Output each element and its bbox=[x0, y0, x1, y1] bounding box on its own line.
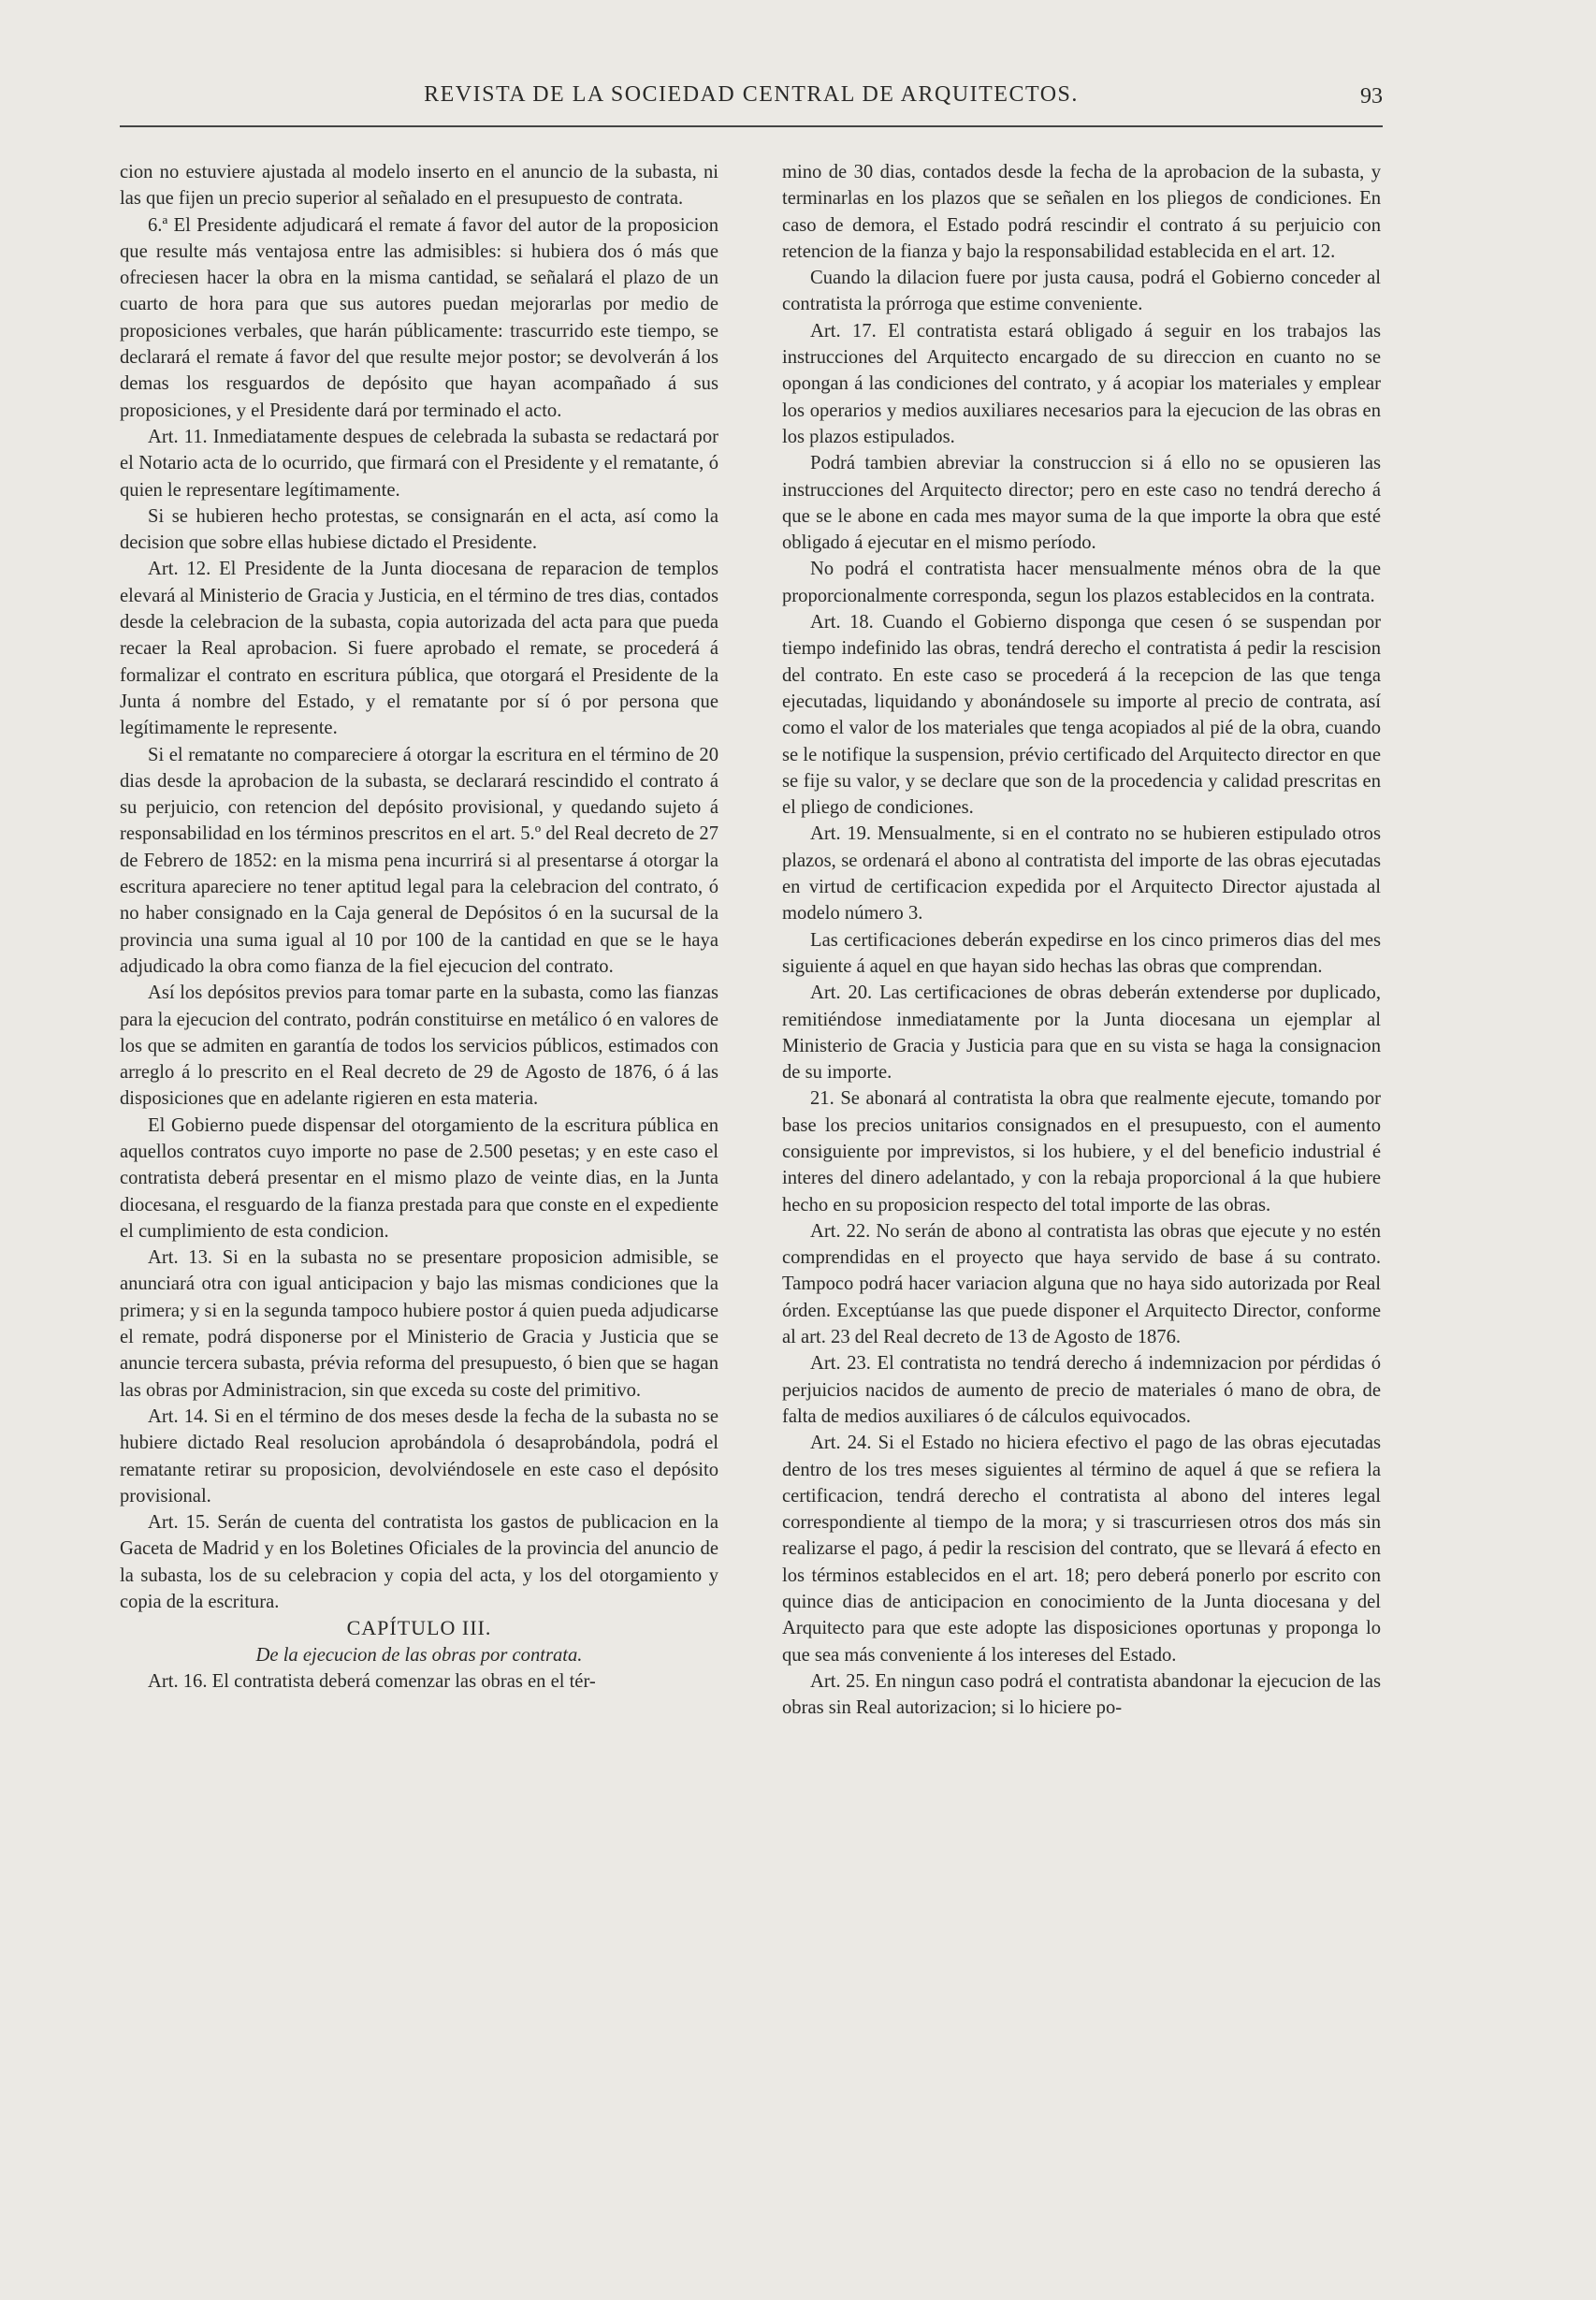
paragraph: Art. 16. El contratista deberá comenzar las obras en el tér- bbox=[148, 1670, 596, 1692]
chapter-title: CAPÍTULO III. bbox=[346, 1616, 492, 1640]
paragraph: Art. 24. Si el Estado no hiciera efectivo el pago de las obras ejecutadas dentro de los tres meses siguientes al término de aquel á que se refiera la certificacion, tendrá derecho el contratista al abono del interes legal correspondiente al tiempo de la mora; y si trascurriesen otros dos más sin realizarse el pago, á pedir la rescision del contrato, que se llevará á efecto en los términos establecidos en el art. 18; pero deberá ponerlo por escrito con quince dias de anticipacion en conocimiento de la Junta diocesana y del Arquitecto para que este adopte las disposiciones oportunas y proponga lo que sea más conveniente á los intereses del Estado. bbox=[782, 1433, 1381, 1666]
right-column bbox=[782, 159, 1381, 2246]
paragraph: No podrá el contratista hacer mensualmente ménos obra de la que proporcionalmente corresponda, segun los plazos establecidos en la contrata. bbox=[782, 559, 1381, 606]
paragraph: Art. 17. El contratista estará obligado á seguir en los trabajos las instrucciones del Arquitecto encargado de su direccion en cuanto no se opongan á las condiciones del contrato, y á acopiar los materiales y emplear los operarios y medios auxiliares necesarios para la ejecucion de las obras en los plazos estipulados. bbox=[782, 320, 1381, 447]
paragraph: Art. 15. Serán de cuenta del contratista los gastos de publicacion en la Gaceta de Madrid y en los Boletines Oficiales de la provincia del anuncio de la subasta, los de su celebracion y copia del acta, y los del otorgamiento y copia de la escritura. bbox=[120, 1512, 718, 1613]
page-number: 93 bbox=[1360, 84, 1383, 109]
paragraph: Art. 25. En ningun caso podrá el contratista abandonar la ejecucion de las obras sin Real autorizacion; si lo hiciere po- bbox=[782, 1670, 1381, 1719]
paragraph: Las certificaciones deberán expedirse en los cinco primeros dias del mes siguiente á aquel en que hayan sido hechas las obras que comprendan. bbox=[782, 929, 1381, 977]
paragraph: Si el rematante no compareciere á otorgar la escritura en el término de 20 dias desde la aprobacion de la subasta, se declarará rescindido el contrato á su perjuicio, con retencion del depósito provisional, y quedando sujeto á responsabilidad en los términos prescritos en el art. 5.º del Real decreto de 27 de Febrero de 1852: en la misma pena incurrirá si al presentarse á otorgar la escritura apareciere no tener aptitud legal para la celebracion del contrato, ó no haber consignado en la Caja general de Depósitos ó en la sucursal de la provincia una suma igual al 10 por 100 de la cantidad en que se le haya adjudicado la obra como fianza de la fiel ejecucion del contrato. bbox=[120, 744, 718, 977]
paragraph: Art. 14. Si en el término de dos meses desde la fecha de la subasta no se hubiere dictado Real resolucion aprobándola ó desaprobándola, podrá el rematante retirar su proposicion, devolviéndosele en este caso el depósito provisional. bbox=[120, 1405, 718, 1507]
paragraph: Si se hubieren hecho protestas, se consignarán en el acta, así como la decision que sobre ellas hubiese dictado el Presidente. bbox=[120, 505, 718, 554]
header-rule bbox=[120, 125, 1383, 127]
chapter-subtitle: De la ejecucion de las obras por contrata. bbox=[255, 1644, 583, 1666]
paragraph: Art. 18. Cuando el Gobierno disponga que cesen ó se suspendan por tiempo indefinido las obras, tendrá derecho el contratista á pedir la rescision del contrato. En este caso se procederá á la recepcion de las que tenga ejecutadas, liquidando y abonándosele su importe al precio de contrata, así como el valor de los materiales que tenga acopiados al pié de la obra, cuando se le notifique la suspension, prévio certificado del Arquitecto director en que se fije su valor, y se declare que son de la procedencia y calidad prescritas en el pliego de condiciones. bbox=[782, 612, 1381, 819]
paragraph: Art. 19. Mensualmente, si en el contrato no se hubieren estipulado otros plazos, se ordenará el abono al contratista del importe de las obras ejecutadas en virtud de certificacion expedida por el Arquitecto Director ajustada al modelo número 3. bbox=[782, 823, 1381, 924]
running-title: REVISTA DE LA SOCIEDAD CENTRAL DE ARQUITECTOS. bbox=[424, 82, 1079, 107]
paragraph: 21. Se abonará al contratista la obra que realmente ejecute, tomando por base los precios unitarios consignados en el presupuesto, con el aumento consiguiente por imprevistos, si los hubiere, y el del beneficio industrial é interes del dinero adelantado, y con la rebaja proporcional á la que hubiere hecho en su proposicion respecto del total importe de las obras. bbox=[782, 1088, 1381, 1216]
paragraph: Art. 22. No serán de abono al contratista las obras que ejecute y no estén comprendidas en el proyecto que haya servido de base á su contrato. Tampoco podrá hacer variacion alguna que no haya sido autorizada por Real órden. Exceptúanse las que puede disponer el Arquitecto Director, conforme al art. 23 del Real decreto de 13 de Agosto de 1876. bbox=[782, 1220, 1381, 1348]
paragraph: El Gobierno puede dispensar del otorgamiento de la escritura pública en aquellos contratos cuyo importe no pase de 2.500 pesetas; y en este caso el contratista deberá presentar en el mismo plazo de veinte dias, en la Junta diocesana, el resguardo de la fianza prestada para que conste en el expediente el cumplimiento de esta condicion. bbox=[120, 1114, 718, 1242]
paragraph: Así los depósitos previos para tomar parte en la subasta, como las fianzas para la ejecucion del contrato, podrán constituirse en metálico ó en valores de los que se admiten en garantía de todos los servicios públicos, estimados con arreglo á lo prescrito en el Real decreto de 29 de Agosto de 1876, ó á las disposiciones que en adelante rigieren en esta materia. bbox=[120, 983, 718, 1110]
paragraph: cion no estuviere ajustada al modelo inserto en el anuncio de la subasta, ni las que fijen un precio superior al señalado en el presupuesto de contrata. bbox=[120, 162, 718, 210]
paragraph: Art. 23. El contratista no tendrá derecho á indemnizacion por pérdidas ó perjuicios nacidos de aumento de precio de materiales ó mano de obra, de falta de medios auxiliares ó de cálculos equivocados. bbox=[782, 1353, 1381, 1427]
paragraph: 6.ª El Presidente adjudicará el remate á favor del autor de la proposicion que resulte más ventajosa entre las admisibles: si hubiera dos ó más que ofreciesen hacer la obra en la misma cantidad, se señalará el plazo de un cuarto de hora para que sus autores puedan mejorarlas por medio de proposiciones verbales, que harán públicamente: trascurrido este tiempo, se declarará el remate á favor del que resulte mejor postor; se devolverán á los demas los resguardos de depósito que hayan acompañado á sus proposiciones, y el Presidente dará por terminado el acto. bbox=[120, 214, 718, 421]
paragraph: mino de 30 dias, contados desde la fecha de la aprobacion de la subasta, y terminarlas en los plazos que se señalen en los pliegos de condiciones. En caso de demora, el Estado podrá rescindir el contrato á su perjuicio con retencion de la fianza y bajo la responsabilidad establecida en el art. 12. bbox=[782, 162, 1381, 262]
page-header bbox=[120, 80, 1383, 124]
paragraph: Podrá tambien abreviar la construccion si á ello no se opusieren las instrucciones del Arquitecto director; pero en este caso no tendrá derecho á que se le abone en cada mes mayor suma de la que importe la obra que esté obligado á ejecutar en el mismo período. bbox=[782, 453, 1381, 554]
paragraph: Art. 12. El Presidente de la Junta diocesana de reparacion de templos elevará al Ministerio de Gracia y Justicia, en el término de tres dias, contados desde la celebracion de la subasta, copia autorizada del acta para que pueda recaer la Real aprobacion. Si fuere aprobado el remate, se procederá á formalizar el contrato en escritura pública, que otorgará el Presidente de la Junta á nombre del Estado, y el rematante por sí ó por persona que legítimamente le represente. bbox=[120, 559, 718, 739]
paragraph: Art. 11. Inmediatamente despues de celebrada la subasta se redactará por el Notario acta de lo ocurrido, que firmará con el Presidente y el rematante, ó quien le representare legítimamente. bbox=[120, 426, 718, 501]
paragraph: Art. 20. Las certificaciones de obras deberán extenderse por duplicado, remitiéndose inmediatamente por la Junta diocesana un ejemplar al Ministerio de Gracia y Justicia para que en su vista se haga la consignacion de su importe. bbox=[782, 983, 1381, 1084]
left-column bbox=[120, 159, 718, 2246]
paragraph: Art. 13. Si en la subasta no se presentare proposicion admisible, se anunciará otra con igual anticipacion y bajo las mismas condiciones que la primera; y si en la segunda tampoco hubiere postor á quien pueda adjudicarse el remate, podrá disponerse por el Ministerio de Gracia y Justicia que se anuncie tercera subasta, prévia reforma del presupuesto, ó bien que se hagan las obras por Administracion, sin que exceda su coste del primitivo. bbox=[120, 1247, 718, 1401]
paragraph: Cuando la dilacion fuere por justa causa, podrá el Gobierno conceder al contratista la prórroga que estime conveniente. bbox=[782, 268, 1381, 315]
